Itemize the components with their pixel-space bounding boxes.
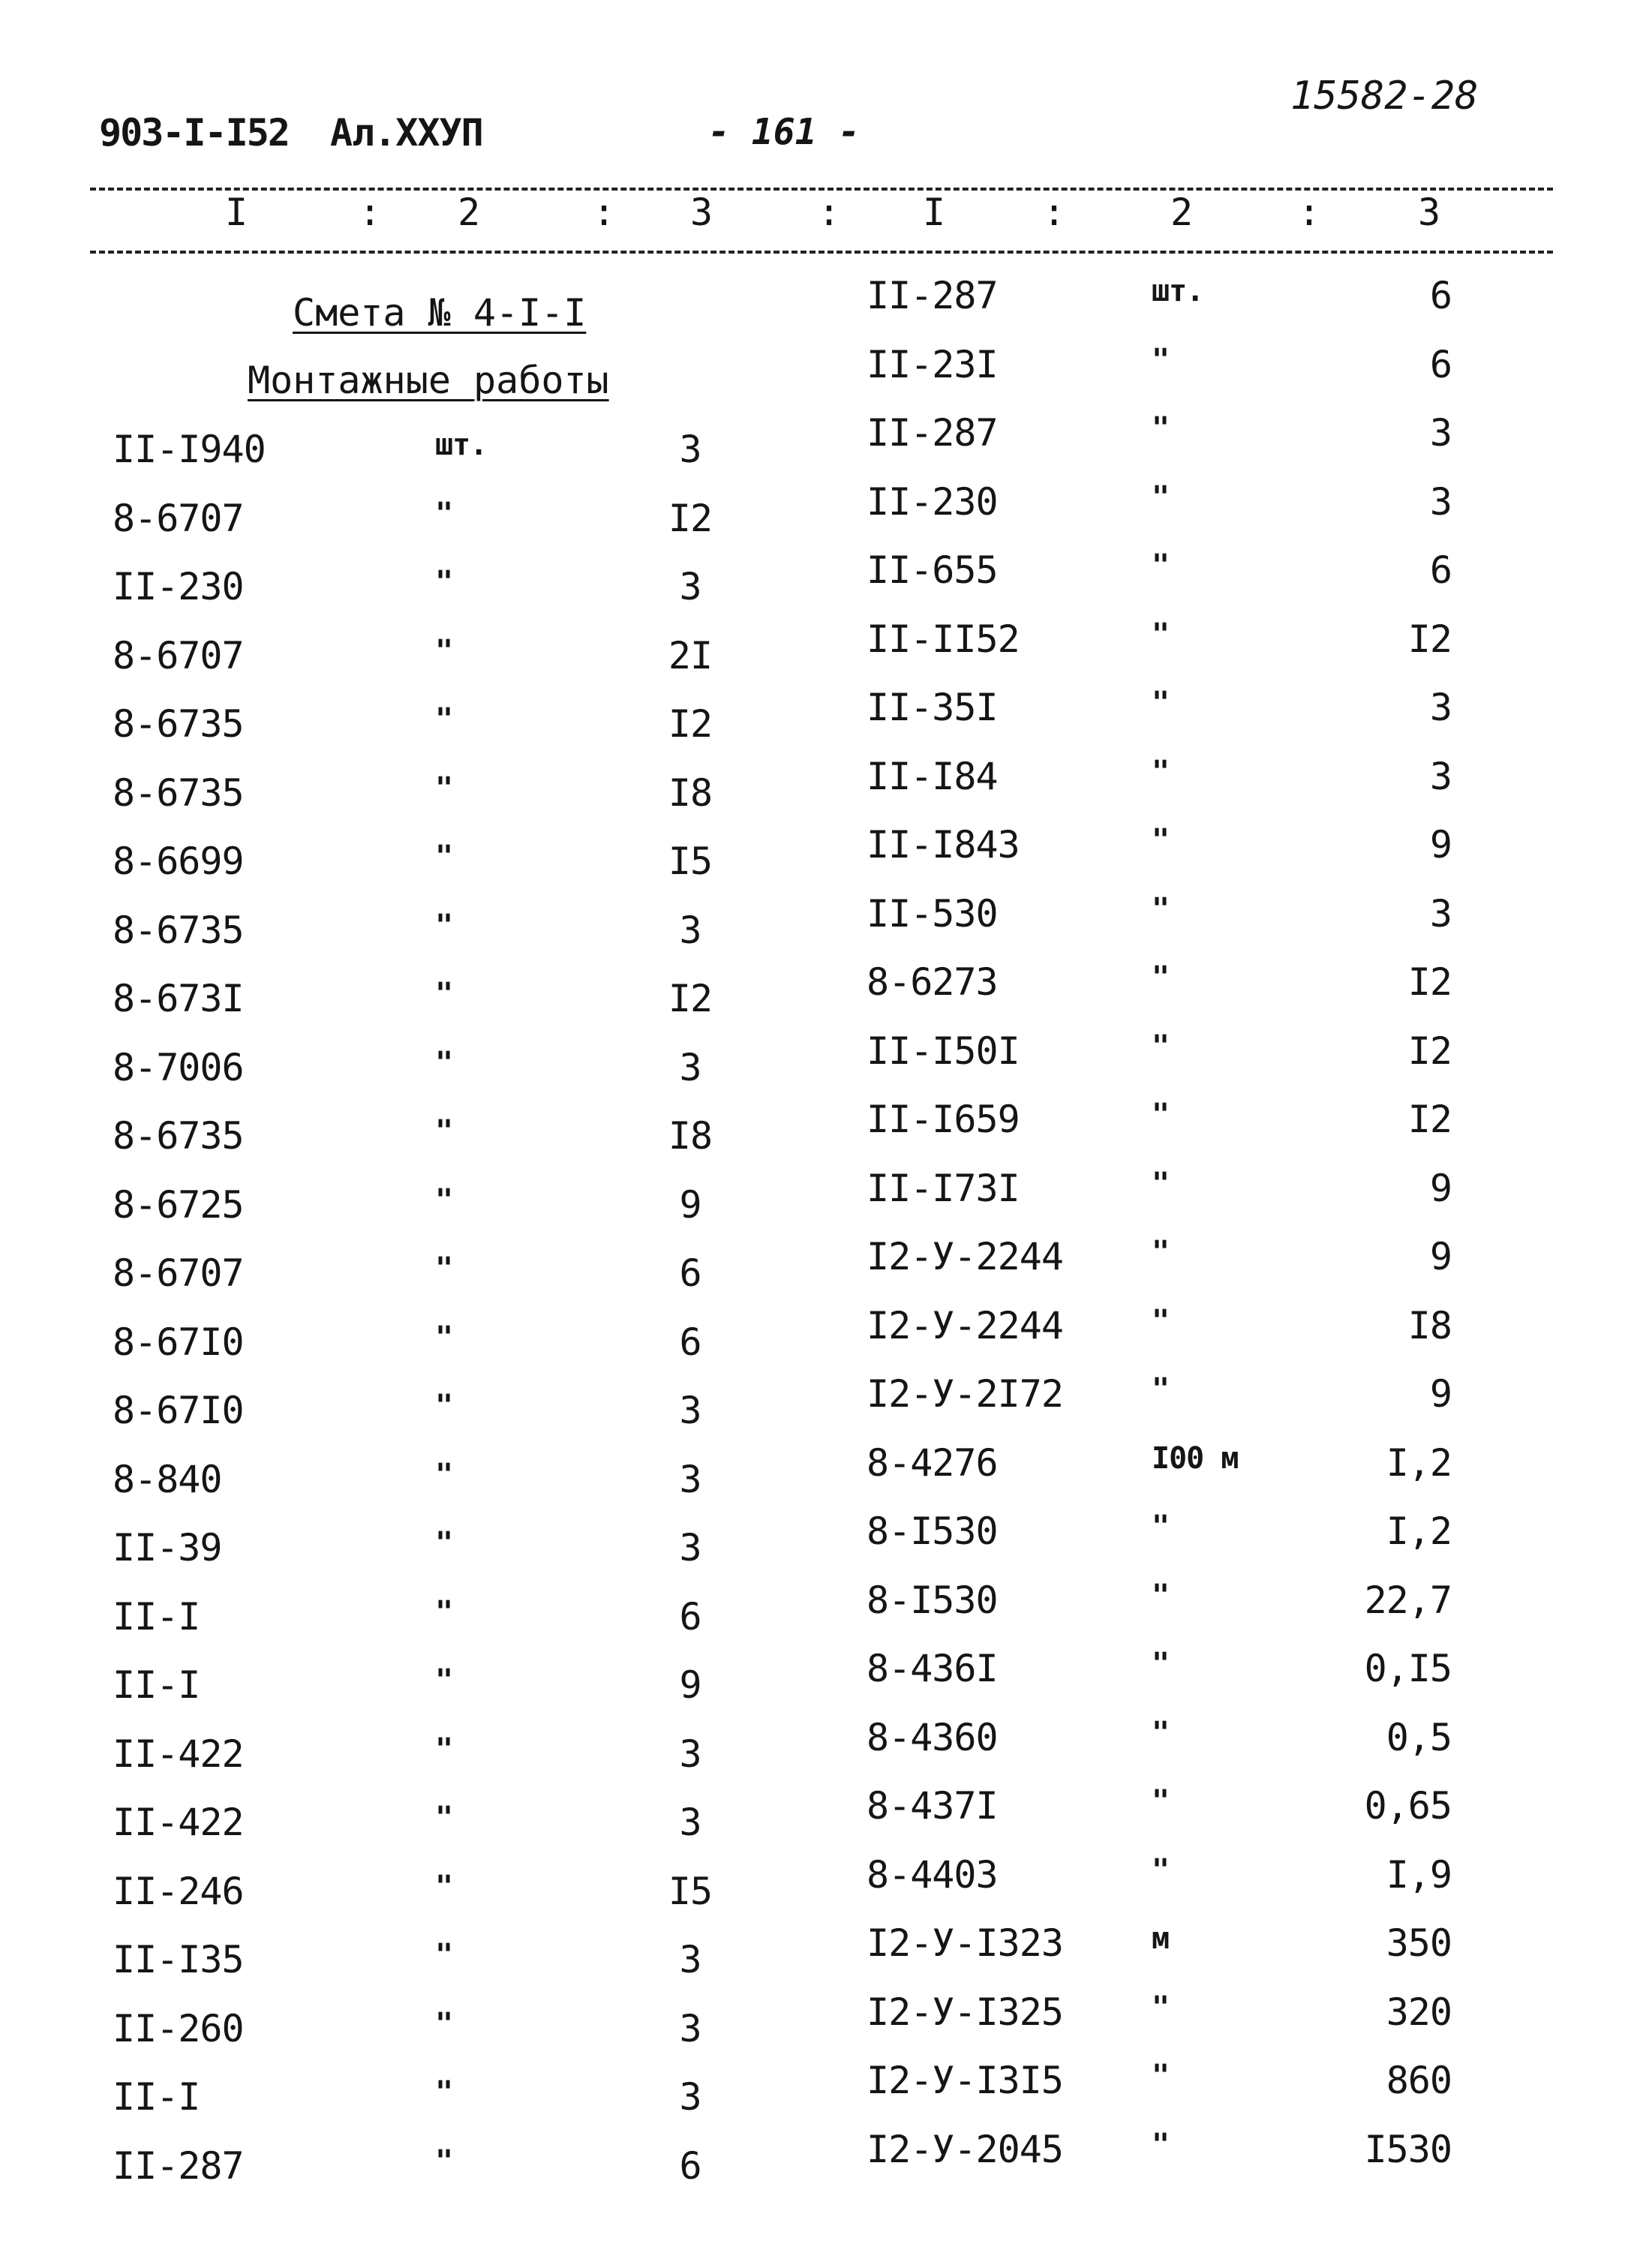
unit: " (1152, 823, 1170, 858)
quantity: 6 (679, 1320, 701, 1364)
table-row (113, 2144, 788, 2213)
table-row (113, 1663, 788, 1732)
unit: " (435, 977, 453, 1011)
unit: I00 м (1152, 1440, 1239, 1476)
quantity: I2 (668, 496, 713, 540)
table-row (867, 755, 1542, 824)
table-row (113, 1526, 788, 1595)
rate-code: II-I (113, 1594, 200, 1639)
rate-code: II-422 (113, 1801, 244, 1844)
quantity: I,2 (1386, 1440, 1452, 1485)
rate-code: II-287 (867, 411, 998, 455)
unit: " (435, 1114, 453, 1149)
col-header-sep: : (593, 191, 616, 234)
table-row (867, 1029, 1542, 1098)
table-row (113, 1801, 788, 1870)
quantity: 6 (1429, 548, 1452, 592)
unit: " (435, 1594, 453, 1630)
table-row (113, 1251, 788, 1320)
unit: " (1152, 342, 1170, 377)
col-header-sep: : (359, 191, 382, 234)
unit: " (435, 2006, 453, 2041)
unit: " (435, 1389, 453, 1423)
table-row (867, 1921, 1542, 1990)
table-row (113, 840, 788, 909)
column-header-bottom-rule (90, 251, 1553, 254)
quantity: 0,65 (1364, 1784, 1452, 1828)
quantity: I8 (668, 1114, 713, 1158)
table-row (867, 1647, 1542, 1716)
unit: " (435, 1732, 453, 1767)
rate-code: 8-436I (867, 1647, 998, 1690)
unit: " (435, 908, 453, 943)
rate-code: 8-6707 (113, 633, 244, 677)
unit: " (1152, 1509, 1170, 1544)
table-row (113, 634, 788, 703)
unit: " (1152, 617, 1170, 652)
rate-code: II-287 (113, 2143, 244, 2188)
quantity: 3 (679, 565, 701, 608)
rate-code: II-23I (867, 342, 998, 386)
quantity: 3 (679, 1526, 701, 1570)
estimate-subtitle: Монтажные работы (248, 359, 609, 402)
table-row (113, 1870, 788, 1939)
unit: " (435, 2075, 453, 2110)
unit: " (1152, 1029, 1170, 1064)
table-row (867, 1372, 1542, 1441)
unit: " (1152, 754, 1170, 789)
table-row (867, 274, 1542, 343)
col-header-left-2: 2 (458, 191, 481, 234)
quantity: 9 (1429, 1235, 1452, 1278)
quantity: 3 (679, 1732, 701, 1776)
quantity: 3 (1429, 479, 1452, 524)
rate-code: II-39 (113, 1526, 222, 1570)
unit: " (1152, 1990, 1170, 2025)
table-row (867, 548, 1542, 617)
rate-code: II-I35 (113, 1938, 244, 1981)
unit: " (435, 1045, 453, 1080)
quantity: 6 (1429, 342, 1452, 386)
quantity: 6 (679, 1251, 701, 1295)
quantity: 860 (1386, 2059, 1452, 2102)
rate-code: II-I84 (867, 754, 998, 798)
unit: " (1152, 411, 1170, 446)
rate-code: 8-6707 (113, 1251, 244, 1295)
unit: " (1152, 1647, 1170, 1681)
unit: " (1152, 1784, 1170, 1819)
table-row (113, 2075, 788, 2144)
table-row (867, 686, 1542, 755)
quantity: 3 (1429, 411, 1452, 455)
unit: м (1152, 1921, 1170, 1956)
col-header-right-1: I (923, 191, 946, 234)
quantity: I2 (1407, 1029, 1452, 1073)
quantity: 3 (679, 428, 701, 471)
table-row (113, 1320, 788, 1389)
unit: " (1152, 479, 1170, 515)
rate-code: 8-I530 (867, 1509, 998, 1553)
right-table (867, 274, 1542, 2196)
table-row (867, 343, 1542, 412)
table-row (867, 480, 1542, 549)
table-row (867, 1784, 1542, 1853)
table-row (867, 1235, 1542, 1304)
table-row (113, 497, 788, 566)
table-row (113, 565, 788, 634)
table-row (113, 1183, 788, 1252)
unit: " (435, 1869, 453, 1904)
quantity: 9 (1429, 823, 1452, 867)
quantity: 3 (679, 1389, 701, 1432)
rate-code: 8-67I0 (113, 1320, 244, 1364)
rate-code: I2-У-I3I5 (867, 2059, 1063, 2102)
document-code: 903-I-I52 (99, 111, 289, 155)
rate-code: II-I (113, 2075, 200, 2119)
unit: " (435, 702, 453, 737)
table-row (867, 617, 1542, 686)
rate-code: 8-7006 (113, 1045, 244, 1089)
col-header-left-3: 3 (690, 191, 713, 234)
rate-code: II-I940 (113, 428, 266, 471)
table-row (867, 960, 1542, 1029)
table-row (113, 771, 788, 840)
col-header-right-3: 3 (1418, 191, 1441, 234)
unit: " (1152, 1852, 1170, 1888)
unit: " (1152, 1098, 1170, 1132)
unit: " (435, 496, 453, 531)
sheet-number: 15582-28 (1290, 74, 1479, 119)
quantity: I530 (1364, 2127, 1452, 2171)
col-header-sep: : (818, 191, 841, 234)
rate-code: 8-67I0 (113, 1389, 244, 1432)
rate-code: 8-6699 (113, 840, 244, 883)
quantity: 9 (1429, 1372, 1452, 1416)
unit: " (435, 1801, 453, 1835)
rate-code: I2-У-2I72 (867, 1372, 1063, 1416)
table-row (867, 1098, 1542, 1167)
table-row (113, 2007, 788, 2076)
table-row (867, 1990, 1542, 2059)
table-row (867, 1853, 1542, 1922)
quantity: 3 (679, 1045, 701, 1089)
unit: " (435, 1320, 453, 1355)
unit: " (1152, 2127, 1170, 2162)
unit: " (435, 840, 453, 874)
rate-code: I2-У-2045 (867, 2127, 1063, 2171)
quantity: I,2 (1386, 1509, 1452, 1553)
rate-code: 8-6707 (113, 496, 244, 540)
rate-code: 8-6735 (113, 771, 244, 815)
col-header-right-2: 2 (1170, 191, 1194, 234)
rate-code: 8-4276 (867, 1440, 998, 1485)
quantity: 3 (1429, 754, 1452, 798)
table-row (867, 1304, 1542, 1373)
unit: " (435, 1182, 453, 1218)
quantity: I5 (668, 1869, 713, 1913)
quantity: I2 (1407, 617, 1452, 661)
rate-code: II-I843 (867, 823, 1020, 867)
quantity: I2 (668, 977, 713, 1020)
quantity: 3 (679, 2075, 701, 2119)
rate-code: I2-У-2244 (867, 1235, 1063, 1278)
quantity: 9 (679, 1182, 701, 1227)
table-row (113, 1046, 788, 1115)
table-row (113, 1458, 788, 1527)
quantity: 9 (679, 1663, 701, 1707)
rate-code: II-230 (113, 565, 244, 608)
quantity: 3 (679, 2006, 701, 2050)
unit: " (435, 771, 453, 806)
table-row (867, 892, 1542, 961)
rate-code: II-I73I (867, 1166, 1020, 1210)
table-row (113, 1938, 788, 2007)
table-row (113, 1114, 788, 1183)
unit: " (1152, 1578, 1170, 1613)
table-row (113, 1389, 788, 1458)
rate-code: II-246 (113, 1869, 244, 1913)
unit: " (1152, 2059, 1170, 2093)
rate-code: II-422 (113, 1732, 244, 1776)
quantity: 6 (1429, 274, 1452, 317)
table-row (867, 1441, 1542, 1510)
table-row (113, 1732, 788, 1801)
rate-code: 8-4403 (867, 1852, 998, 1897)
page-number: - 161 - (708, 111, 861, 153)
table-row (867, 2059, 1542, 2128)
rate-code: II-230 (867, 479, 998, 524)
quantity: 0,I5 (1364, 1647, 1452, 1690)
unit: шт. (1152, 274, 1204, 308)
quantity: I,9 (1386, 1852, 1452, 1897)
quantity: 3 (679, 1938, 701, 1981)
table-row (867, 823, 1542, 892)
rate-code: 8-6735 (113, 702, 244, 746)
unit: " (435, 633, 453, 668)
rate-code: 8-6725 (113, 1182, 244, 1227)
quantity: 2I (668, 633, 713, 677)
quantity: 6 (679, 2143, 701, 2188)
rate-code: II-35I (867, 686, 998, 729)
unit: " (435, 1251, 453, 1286)
rate-code: II-I50I (867, 1029, 1020, 1073)
unit: " (1152, 1166, 1170, 1201)
quantity: 3 (1429, 686, 1452, 729)
table-row (867, 1167, 1542, 1236)
rate-code: II-II52 (867, 617, 1020, 661)
rate-code: II-I659 (867, 1098, 1020, 1141)
table-row (867, 1509, 1542, 1579)
quantity: 6 (679, 1594, 701, 1639)
rate-code: I2-У-I323 (867, 1921, 1063, 1965)
unit: " (1152, 686, 1170, 720)
rate-code: II-530 (867, 891, 998, 936)
table-row (867, 2128, 1542, 2197)
quantity: 3 (679, 1801, 701, 1844)
unit: " (435, 2143, 453, 2179)
unit: " (1152, 1372, 1170, 1407)
col-header-left-1: I (225, 191, 248, 234)
rate-code: 8-6735 (113, 1114, 244, 1158)
unit: " (1152, 960, 1170, 995)
table-row (113, 1595, 788, 1664)
col-header-sep: : (1298, 191, 1321, 234)
album-number: Ал.XXУП (330, 111, 483, 155)
rate-code: 8-6735 (113, 908, 244, 952)
quantity: 3 (1429, 891, 1452, 936)
rate-code: II-655 (867, 548, 998, 592)
unit: " (435, 1938, 453, 1972)
unit: " (435, 1526, 453, 1561)
quantity: I2 (1407, 960, 1452, 1004)
table-row (867, 1579, 1542, 1648)
rate-code: I2-У-I325 (867, 1990, 1063, 2034)
col-header-sep: : (1043, 191, 1066, 234)
unit: " (435, 1457, 453, 1492)
quantity: 320 (1386, 1990, 1452, 2034)
quantity: I2 (1407, 1098, 1452, 1141)
table-row (113, 909, 788, 978)
rate-code: 8-4360 (867, 1715, 998, 1759)
rate-code: 8-437I (867, 1784, 998, 1828)
unit: " (1152, 1715, 1170, 1750)
unit: " (1152, 548, 1170, 583)
table-row (113, 977, 788, 1046)
quantity: I8 (668, 771, 713, 815)
table-row (113, 702, 788, 771)
unit: " (1152, 1235, 1170, 1269)
unit: " (1152, 1303, 1170, 1338)
quantity: 3 (679, 1457, 701, 1501)
table-row (867, 411, 1542, 480)
rate-code: 8-673I (113, 977, 244, 1020)
rate-code: I2-У-2244 (867, 1303, 1063, 1347)
estimate-title: Смета № 4-I-I (293, 291, 587, 335)
table-row (113, 428, 788, 497)
table-row (867, 1716, 1542, 1785)
quantity: 350 (1386, 1921, 1452, 1965)
quantity: I5 (668, 840, 713, 883)
quantity: I8 (1407, 1303, 1452, 1347)
unit: " (1152, 891, 1170, 927)
unit: " (435, 565, 453, 599)
quantity: 22,7 (1364, 1578, 1452, 1622)
rate-code: 8-6273 (867, 960, 998, 1004)
unit: " (435, 1663, 453, 1698)
quantity: 0,5 (1386, 1715, 1452, 1759)
rate-code: II-287 (867, 274, 998, 317)
left-table (113, 428, 788, 2212)
quantity: 3 (679, 908, 701, 952)
quantity: 9 (1429, 1166, 1452, 1210)
unit: шт. (435, 428, 488, 462)
rate-code: II-260 (113, 2006, 244, 2050)
rate-code: 8-I530 (867, 1578, 998, 1622)
rate-code: 8-840 (113, 1457, 222, 1501)
quantity: I2 (668, 702, 713, 746)
rate-code: II-I (113, 1663, 200, 1707)
